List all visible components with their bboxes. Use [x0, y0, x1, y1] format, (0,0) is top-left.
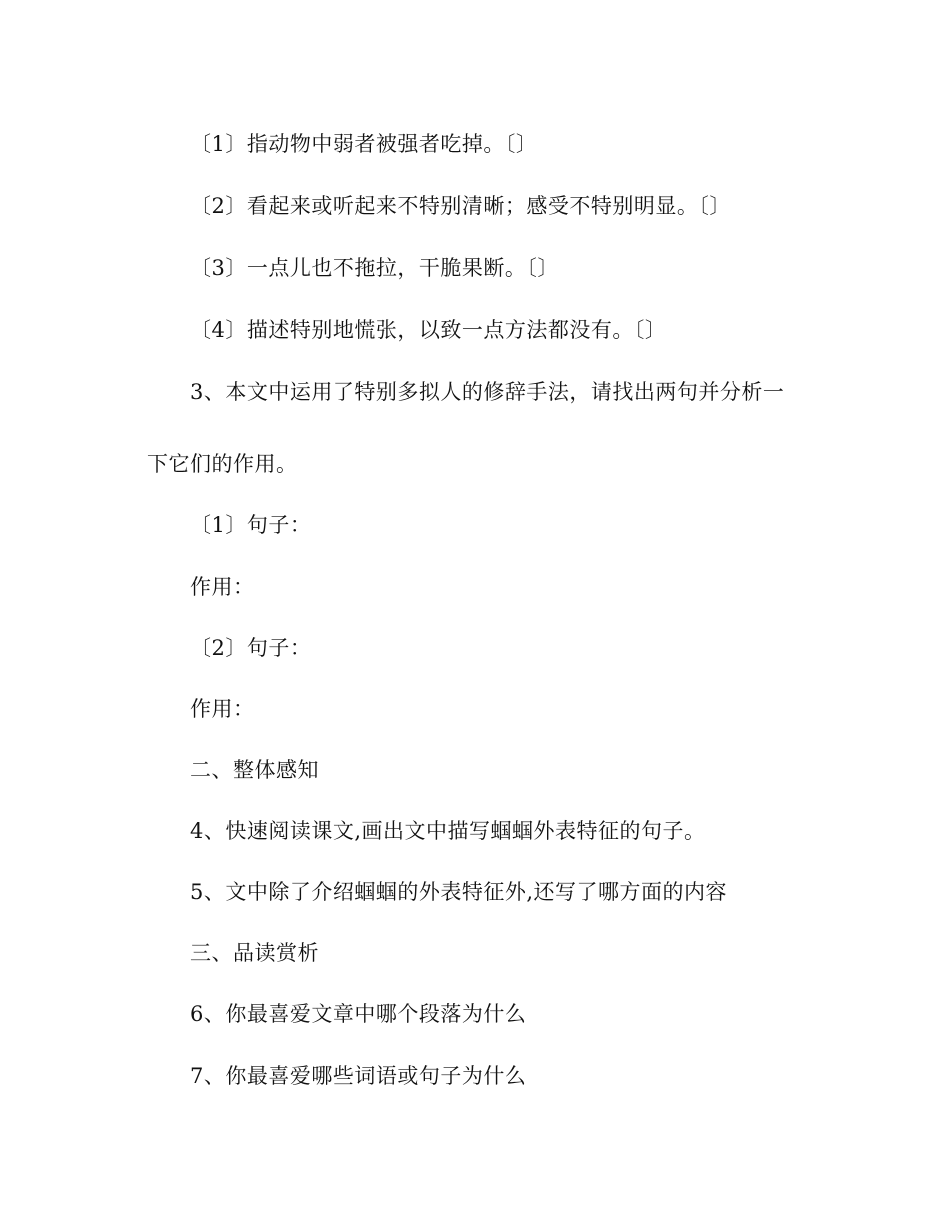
question-3-line-1: 3、本文中运用了特别多拟人的修辞手法，请找出两句并分析一 [190, 380, 785, 404]
question-5: 5、文中除了介绍蝈蝈的外表特征外,还写了哪方面的内容 [190, 880, 728, 904]
question-4: 4、快速阅读课文,画出文中描写蝈蝈外表特征的句子。 [190, 819, 706, 843]
vocab-item-1: 〔1〕指动物中弱者被强者吃掉。〔〕 [190, 132, 538, 156]
question-3-effect-1: 作用： [190, 575, 255, 599]
section-2-heading: 二、整体感知 [190, 758, 319, 782]
question-3-sentence-1: 〔1〕句子： [190, 513, 312, 537]
question-3-effect-2: 作用： [190, 697, 255, 721]
question-7: 7、你最喜爱哪些词语或句子为什么 [190, 1064, 527, 1088]
question-6: 6、你最喜爱文章中哪个段落为什么 [190, 1002, 527, 1026]
vocab-item-4: 〔4〕描述特别地慌张，以致一点方法都没有。〔〕 [190, 318, 667, 342]
vocab-item-2: 〔2〕看起来或听起来不特别清晰；感受不特别明显。〔〕 [190, 194, 731, 218]
section-3-heading: 三、品读赏析 [190, 941, 319, 965]
question-3-line-2: 下它们的作用。 [147, 452, 298, 476]
question-3-sentence-2: 〔2〕句子： [190, 636, 312, 660]
vocab-item-3: 〔3〕一点儿也不拖拉，干脆果断。〔〕 [190, 256, 559, 280]
